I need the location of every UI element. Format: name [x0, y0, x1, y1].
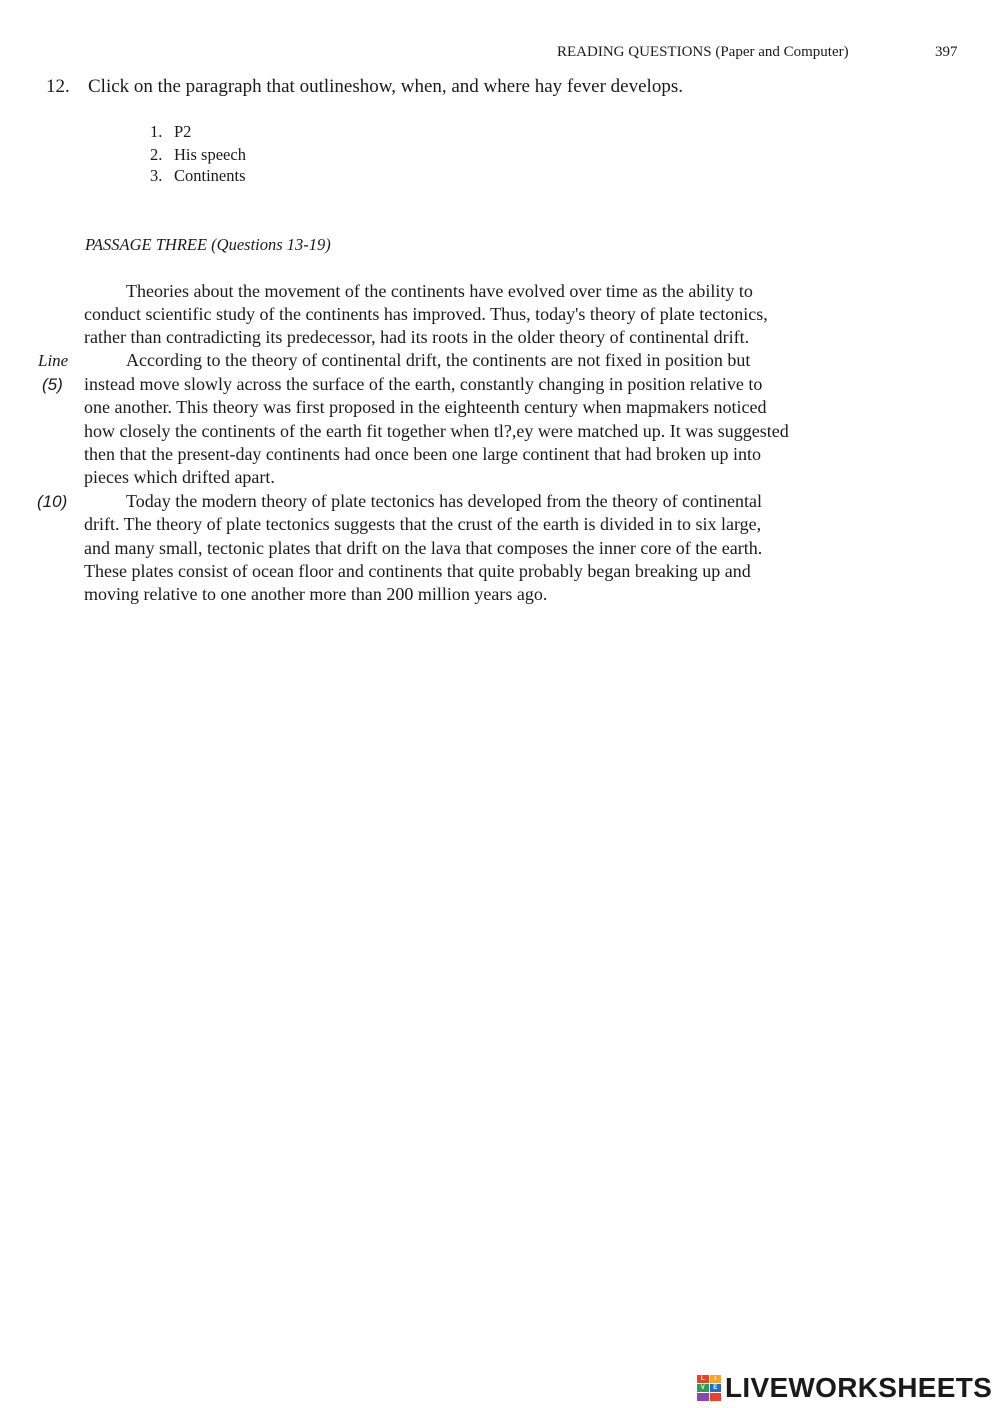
- option-p2[interactable]: P2: [174, 122, 192, 141]
- passage-line: These plates consist of ocean floor and continents that quite probably began breaking up and: [84, 561, 751, 581]
- passage-line: rather than contradicting its predecessor, had its roots in the older theory of continental drift.: [84, 327, 750, 347]
- line-marker: Line: [38, 351, 69, 370]
- passage-line: one another. This theory was first proposed in the eighteenth century when mapmakers noticed: [84, 397, 767, 417]
- passage-line: and many small, tectonic plates that drift on the lava that composes the inner core of the earth.: [84, 538, 763, 558]
- liveworksheets-logo: [697, 1371, 992, 1405]
- passage-line: Theories about the movement of the continents have evolved over time as the ability to: [126, 281, 753, 301]
- logo-mark-block: [697, 1393, 709, 1401]
- passage-line: Today the modern theory of plate tectonics has developed from the theory of continental: [126, 491, 763, 511]
- option-number: 3.: [150, 166, 163, 185]
- option-number: 2.: [150, 145, 163, 164]
- line-marker-10: (10): [37, 492, 68, 511]
- question-text: Click on the paragraph that outlineshow, when, and where hay fever develops.: [88, 76, 683, 97]
- logo-mark-letter: E: [710, 1384, 722, 1392]
- passage-line: drift. The theory of plate tectonics suggests that the crust of the earth is divided in to six large,: [84, 514, 762, 534]
- logo-mark-block: [710, 1393, 722, 1401]
- passage-line: moving relative to one another more than 200 million years ago.: [84, 584, 548, 604]
- passage-line: According to the theory of continental drift, the continents are not fixed in position but: [126, 350, 751, 370]
- logo-mark-letter: I: [710, 1375, 722, 1383]
- passage-line: conduct scientific study of the continents has improved. Thus, today's theory of plate tectonics,: [84, 304, 768, 324]
- option-number: 1.: [150, 122, 163, 141]
- running-head: READING QUESTIONS (Paper and Computer): [557, 44, 849, 60]
- question-number: 12.: [46, 76, 70, 97]
- passage-line: how closely the continents of the earth fit together when tl?,ey were matched up. It was suggested: [84, 421, 789, 441]
- passage-line: then that the present-day continents had once been one large continent that had broken up into: [84, 444, 761, 464]
- passage-heading: PASSAGE THREE (Questions 13-19): [85, 235, 331, 254]
- page-number: 397: [935, 44, 958, 60]
- passage-line: instead move slowly across the surface of the earth, constantly changing in position relative to: [84, 374, 763, 394]
- liveworksheets-logo-text: LIVEWORKSHEETS: [725, 1372, 993, 1403]
- logo-mark-letter: V: [697, 1384, 709, 1392]
- passage-line: pieces which drifted apart.: [84, 467, 275, 487]
- line-marker-5: (5): [42, 375, 63, 394]
- option-continents[interactable]: Continents: [174, 166, 246, 185]
- logo-mark-letter: L: [697, 1375, 709, 1383]
- liveworksheets-logo-mark-icon: [697, 1375, 721, 1401]
- option-his-speech[interactable]: His speech: [174, 145, 246, 164]
